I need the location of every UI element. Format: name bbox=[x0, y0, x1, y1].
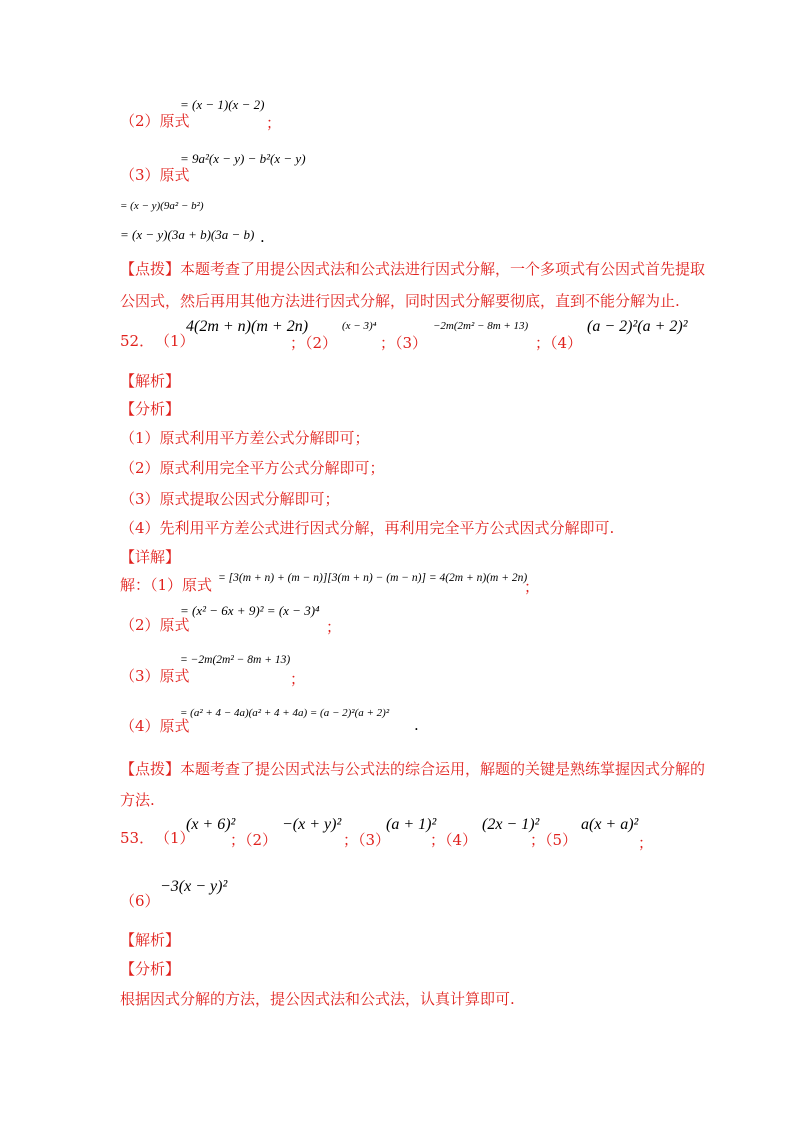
s51-note-line2: 公因式，然后再用其他方法进行因式分解，同时因式分解要彻底，直到不能分解为止. bbox=[120, 292, 680, 310]
s52-jiexi-heading: 【解析】 bbox=[120, 372, 181, 390]
s52-d1-tail: ； bbox=[524, 578, 540, 596]
s52-answer-2: (x − 3)⁴ bbox=[342, 320, 377, 332]
s51-l5-tail: . bbox=[260, 228, 265, 246]
s53-p1: （1） bbox=[155, 829, 195, 847]
s53-tail-5: ； bbox=[638, 834, 654, 852]
s53-answer-3: (a + 1)² bbox=[386, 816, 437, 833]
s52-fenxi-heading: 【分析】 bbox=[120, 400, 181, 418]
s51-l2-tail: ； bbox=[266, 114, 282, 132]
s52-note-line2: 方法. bbox=[120, 791, 155, 809]
s51-l3-expr: = 9a²(x − y) − b²(x − y) bbox=[180, 151, 306, 166]
s52-xiangjie-heading: 【详解】 bbox=[120, 548, 181, 566]
s52-answer-1: 4(2m + n)(m + 2n) bbox=[186, 318, 309, 335]
s52-d4-expr: = (a² + 4 − 4a)(a² + 4 + 4a) = (a − 2)²(a + 2)² bbox=[180, 707, 390, 719]
s53-p5: ；（5） bbox=[530, 831, 578, 849]
s53-answer-2: −(x + y)² bbox=[282, 816, 342, 833]
s52-d2-label: （2）原式 bbox=[120, 616, 190, 634]
s51-l4-expr: = (x − y)(9a² − b²) bbox=[120, 200, 204, 212]
s52-d3-label: （3）原式 bbox=[120, 667, 190, 685]
s52-note-line1: 【点拨】本题考查了提公因式法与公式法的综合运用，解题的关键是熟练掌握因式分解的 bbox=[120, 760, 706, 778]
s52-d2-expr: = (x² − 6x + 9)² = (x − 3)⁴ bbox=[180, 603, 320, 618]
s52-analysis-1: （1）原式利用平方差公式分解即可； bbox=[120, 429, 370, 447]
s52-p4: ；（4） bbox=[535, 334, 583, 352]
s52-d4-label: （4）原式 bbox=[120, 717, 190, 735]
s52-d2-tail: ； bbox=[326, 618, 342, 636]
s51-l3-label: （3）原式 bbox=[120, 166, 190, 184]
s52-number: 52． bbox=[120, 332, 155, 350]
s51-l5-expr: = (x − y)(3a + b)(3a − b) bbox=[120, 227, 255, 242]
s51-l2-expr: = (x − 1)(x − 2) bbox=[180, 97, 265, 112]
s52-d3-expr: = −2m(2m² − 8m + 13) bbox=[180, 654, 291, 666]
s52-analysis-4: （4）先利用平方差公式进行因式分解，再利用完全平方公式因式分解即可. bbox=[120, 519, 615, 537]
s52-analysis-2: （2）原式利用完全平方公式分解即可； bbox=[120, 459, 385, 477]
s52-p2: ；（2） bbox=[290, 334, 338, 352]
s52-answer-3: −2m(2m² − 8m + 13) bbox=[433, 320, 529, 332]
s52-d1-label: 解：（1）原式 bbox=[120, 576, 213, 594]
s52-d3-tail: ； bbox=[290, 670, 306, 688]
s53-p3: ；（3） bbox=[343, 831, 391, 849]
s53-p6: （6） bbox=[120, 892, 160, 910]
s52-answer-4: (a − 2)²(a + 2)² bbox=[587, 318, 688, 335]
s53-number: 53． bbox=[120, 829, 155, 847]
s53-p4: ；（4） bbox=[430, 831, 478, 849]
s53-answer-5: a(x + a)² bbox=[581, 816, 639, 833]
s53-answer-6: −3(x − y)² bbox=[160, 878, 228, 895]
s53-answer-4: (2x − 1)² bbox=[482, 816, 540, 833]
s52-analysis-3: （3）原式提取公因式分解即可； bbox=[120, 490, 340, 508]
s53-answer-1: (x + 6)² bbox=[186, 816, 236, 833]
s52-p1: （1） bbox=[155, 332, 195, 350]
s53-p2: ；（2） bbox=[230, 831, 278, 849]
s53-jiexi-heading: 【解析】 bbox=[120, 931, 181, 949]
s51-l2-label: （2）原式 bbox=[120, 112, 190, 130]
s52-d1-expr: = [3(m + n) + (m − n)][3(m + n) − (m − n)] = 4(2m + n)(m + 2n) bbox=[218, 572, 528, 584]
s52-d4-tail: . bbox=[414, 716, 419, 734]
s53-fenxi-heading: 【分析】 bbox=[120, 960, 181, 978]
s53-analysis: 根据因式分解的方法，提公因式法和公式法，认真计算即可. bbox=[120, 990, 515, 1008]
s51-note-line1: 【点拨】本题考查了用提公因式法和公式法进行因式分解，一个多项式有公因式首先提取 bbox=[120, 260, 706, 278]
s52-p3: ；（3） bbox=[380, 334, 428, 352]
